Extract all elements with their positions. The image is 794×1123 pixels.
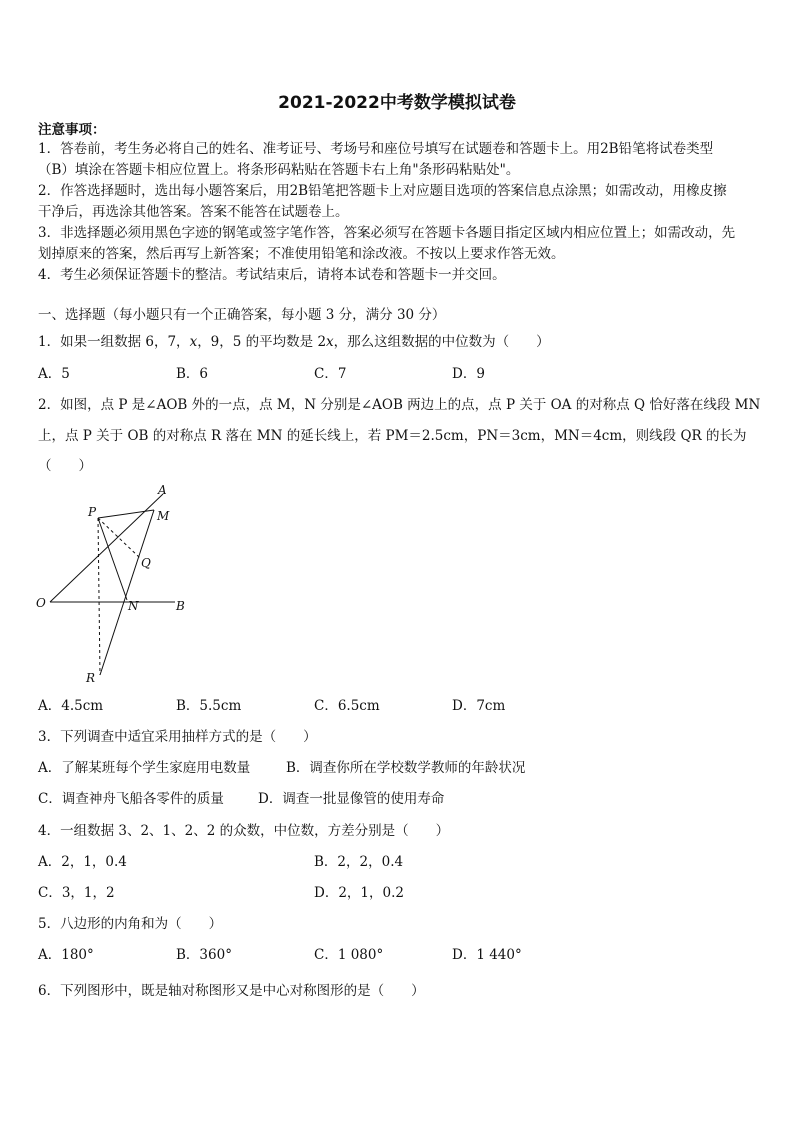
segment-mr [100,510,154,675]
q1-stem-part: ，9，5 的平均数是 2 [197,334,327,350]
q1-stem-part: 1．如果一组数据 6，7， [38,334,190,350]
notice-line: 4．考生必须保证答题卡的整洁。考试结束后，请将本试卷和答题卡一并交回。 [38,267,506,283]
notice-line: 3．非选择题必须用黑色字迹的钢笔或签字笔作答，答案必须写在答题卡各题目指定区域内相应位置上；如需改动，先 [38,225,736,241]
q4-option-a: A．2，1，0.4 [38,854,127,870]
question-1-stem [38,333,550,351]
segment-pr-dashed [98,518,100,675]
label-m: M [157,509,170,523]
question-2-line: 2．如图，点 P 是∠AOB 外的一点，点 M，N 分别是∠AOB 两边上的点，点 P 关于 OA 的对称点 Q 恰好落在线段 MN [38,397,761,413]
q3-option-a: A．了解某班每个学生家庭用电数量 [38,760,251,776]
q5-option-d: D．1 440° [452,947,522,963]
notice-line: 2．作答选择题时，选出每小题答案后，用2B铅笔把答题卡上对应题目选项的答案信息点涂黑；如需改动，用橡皮擦 [38,183,727,199]
q2-option-b: B．5.5cm [176,698,242,714]
q5-option-b: B．360° [176,947,232,963]
ray-oa [50,494,163,602]
q5-option-c: C．1 080° [314,947,384,963]
q1-option-d: D．9 [452,366,485,382]
notice-heading: 注意事项： [38,122,106,138]
label-q: Q [141,556,151,570]
section-heading: 一、选择题（每小题只有一个正确答案，每小题 3 分，满分 30 分） [38,307,446,323]
q2-option-d: D．7cm [452,698,506,714]
q2-option-a: A．4.5cm [38,698,104,714]
label-r: R [86,671,96,685]
q4-option-b: B．2，2，0.4 [314,854,404,870]
q5-option-a: A．180° [38,947,94,963]
question-2-line: （ ） [38,458,92,474]
geometry-figure [30,480,200,690]
label-o: O [36,596,46,610]
exam-title: 2021-2022中考数学模拟试卷 [278,93,516,113]
notice-line: 划掉原来的答案，然后再写上新答案；不准使用铅笔和涂改液。不按以上要求作答无效。 [38,246,565,262]
label-p: P [88,505,97,519]
segment-pq-dashed [98,518,140,558]
q1-option-c: C．7 [314,366,347,382]
q1-option-a: A．5 [38,366,70,382]
question-5-stem: 5．八边形的内角和为（ ） [38,916,223,932]
question-4-stem: 4．一组数据 3、2、1、2、2 的众数，中位数，方差分别是（ ） [38,823,450,839]
q4-option-c: C．3，1，2 [38,885,115,901]
label-a: A [158,483,167,497]
q1-option-b: B．6 [176,366,209,382]
label-b: B [176,599,185,613]
q3-option-b: B．调查你所在学校数学教师的年龄状况 [286,760,526,776]
question-3-stem: 3．下列调查中适宜采用抽样方式的是（ ） [38,729,317,745]
q4-option-d: D．2，1，0.2 [314,885,404,901]
segment-pm [98,510,154,518]
q2-option-c: C．6.5cm [314,698,380,714]
q1-variable: x [326,334,334,350]
q3-option-c: C．调查神舟飞船各零件的质量 [38,791,224,807]
q3-option-d: D．调查一批显像管的使用寿命 [258,791,445,807]
label-n: N [128,599,139,613]
notice-line: 干净后，再选涂其他答案。答案不能答在试题卷上。 [38,204,349,220]
question-2-line: 上，点 P 关于 OB 的对称点 R 落在 MN 的延长线上，若 PM＝2.5cm，PN＝3cm，MN＝4cm，则线段 QR 的长为 [38,428,747,444]
notice-line: （B）填涂在答题卡相应位置上。将条形码粘贴在答题卡右上角"条形码粘贴处"。 [38,162,520,178]
notice-line: 1．答卷前，考生务必将自己的姓名、准考证号、考场号和座位号填写在试题卷和答题卡上。用2B铅笔将试卷类型 [38,141,714,157]
q1-stem-part: ，那么这组数据的中位数为（ ） [333,334,550,350]
segment-pn [98,518,127,600]
q1-variable: x [189,334,198,350]
question-6-stem: 6．下列图形中，既是轴对称图形又是中心对称图形的是（ ） [38,983,425,999]
